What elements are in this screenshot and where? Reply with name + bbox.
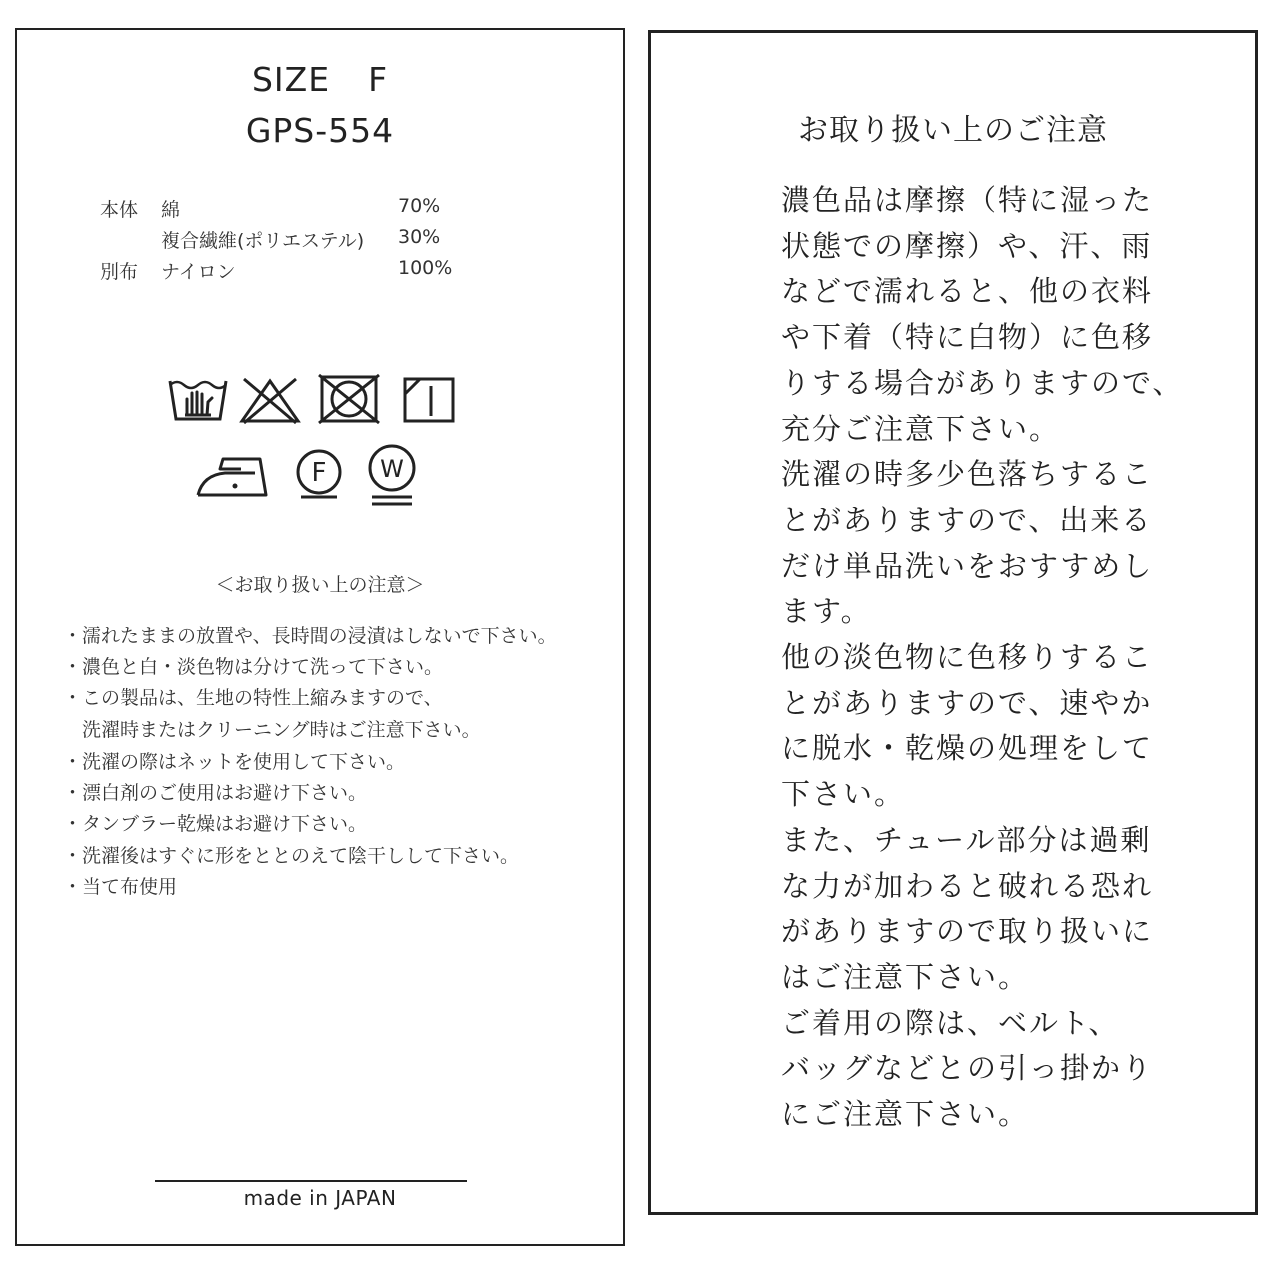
line-dry-shade-icon (402, 376, 456, 424)
care-note: ・タンブラー乾燥はお避け下さい。 (63, 813, 368, 835)
composition-percent: 30% (398, 226, 441, 248)
notice-line: な力が加わると破れる恐れ (781, 868, 1154, 903)
notice-line: 下さい。 (781, 777, 906, 812)
size-value: F (368, 60, 389, 99)
notice-line: にご注意下さい。 (781, 1097, 1030, 1131)
composition-part: 別布 (100, 261, 139, 283)
product-code: GPS-554 (245, 111, 395, 150)
care-notes-title: ＜お取り扱い上の注意＞ (215, 574, 425, 596)
notice-line: 状態での摩擦）や、汗、雨 (781, 228, 1153, 263)
notice-line: ます。 (781, 594, 872, 629)
care-note: 洗濯時またはクリーニング時はご注意下さい。 (82, 719, 481, 741)
care-note: ・洗濯の際はネットを使用して下さい。 (63, 751, 406, 773)
iron-low-icon (195, 453, 269, 499)
notice-line: や下着（特に白物）に色移 (781, 320, 1154, 355)
notice-line: 洗濯の時多少色落ちするこ (781, 457, 1154, 492)
composition-percent: 100% (398, 257, 453, 279)
notice-line: 濃色品は摩擦（特に湿った (781, 183, 1154, 217)
notice-line: りする場合がありますので、 (781, 365, 1184, 400)
care-note: ・漂白剤のご使用はお避け下さい。 (63, 782, 368, 804)
composition-percent: 70% (398, 195, 441, 217)
care-note: ・この製品は、生地の特性上縮みますので、 (63, 687, 443, 709)
care-note: ・洗濯後はすぐに形をととのえて陰干しして下さい。 (63, 845, 520, 867)
garment-label-panel (15, 28, 625, 1246)
svg-text:W: W (380, 455, 404, 483)
divider (155, 1180, 467, 1182)
notice-line: 他の淡色物に色移りするこ (781, 640, 1154, 674)
composition-material: 複合繊維(ポリエステル) (161, 230, 365, 252)
size-line (17, 60, 623, 99)
notice-line: ご着用の際は、ベルト、 (781, 1005, 1120, 1040)
no-bleach-icon (238, 375, 302, 425)
composition-part: 本体 (100, 199, 139, 221)
size-label: SIZE (251, 60, 331, 99)
care-note: ・濃色と白・淡色物は分けて洗って下さい。 (63, 656, 444, 678)
no-tumble-dry-icon (316, 373, 382, 425)
composition-material: 綿 (161, 199, 181, 221)
notice-line: 充分ご注意下さい。 (781, 411, 1061, 446)
notice-line: だけ単品洗いをおすすめし (781, 548, 1154, 583)
notice-line: バッグなどとの引っ掛かり (781, 1051, 1154, 1086)
care-note: ・当て布使用 (63, 876, 178, 898)
made-in: made in JAPAN (243, 1186, 397, 1210)
notice-line: がありますので取り扱いに (781, 914, 1154, 949)
notice-line: とがありますので、出来る (781, 502, 1153, 537)
wet-clean-w-icon (365, 442, 419, 508)
dry-clean-f-icon (293, 448, 345, 500)
notice-line: はご注意下さい。 (781, 959, 1030, 994)
hand-wash-icon (167, 375, 229, 423)
notice-line: などで濡れると、他の衣料 (781, 274, 1154, 309)
handling-notice-panel (648, 30, 1258, 1215)
composition-material: ナイロン (161, 261, 236, 283)
notice-title: お取り扱い上のご注意 (798, 113, 1108, 148)
notice-line: また、チュール部分は過剰 (781, 822, 1152, 857)
care-note: ・濡れたままの放置や、長時間の浸漬はしないで下さい。 (63, 625, 557, 647)
svg-text:F: F (311, 458, 327, 488)
notice-line: に脱水・乾燥の処理をして (781, 731, 1154, 766)
notice-line: とがありますので、速やか (781, 685, 1153, 720)
